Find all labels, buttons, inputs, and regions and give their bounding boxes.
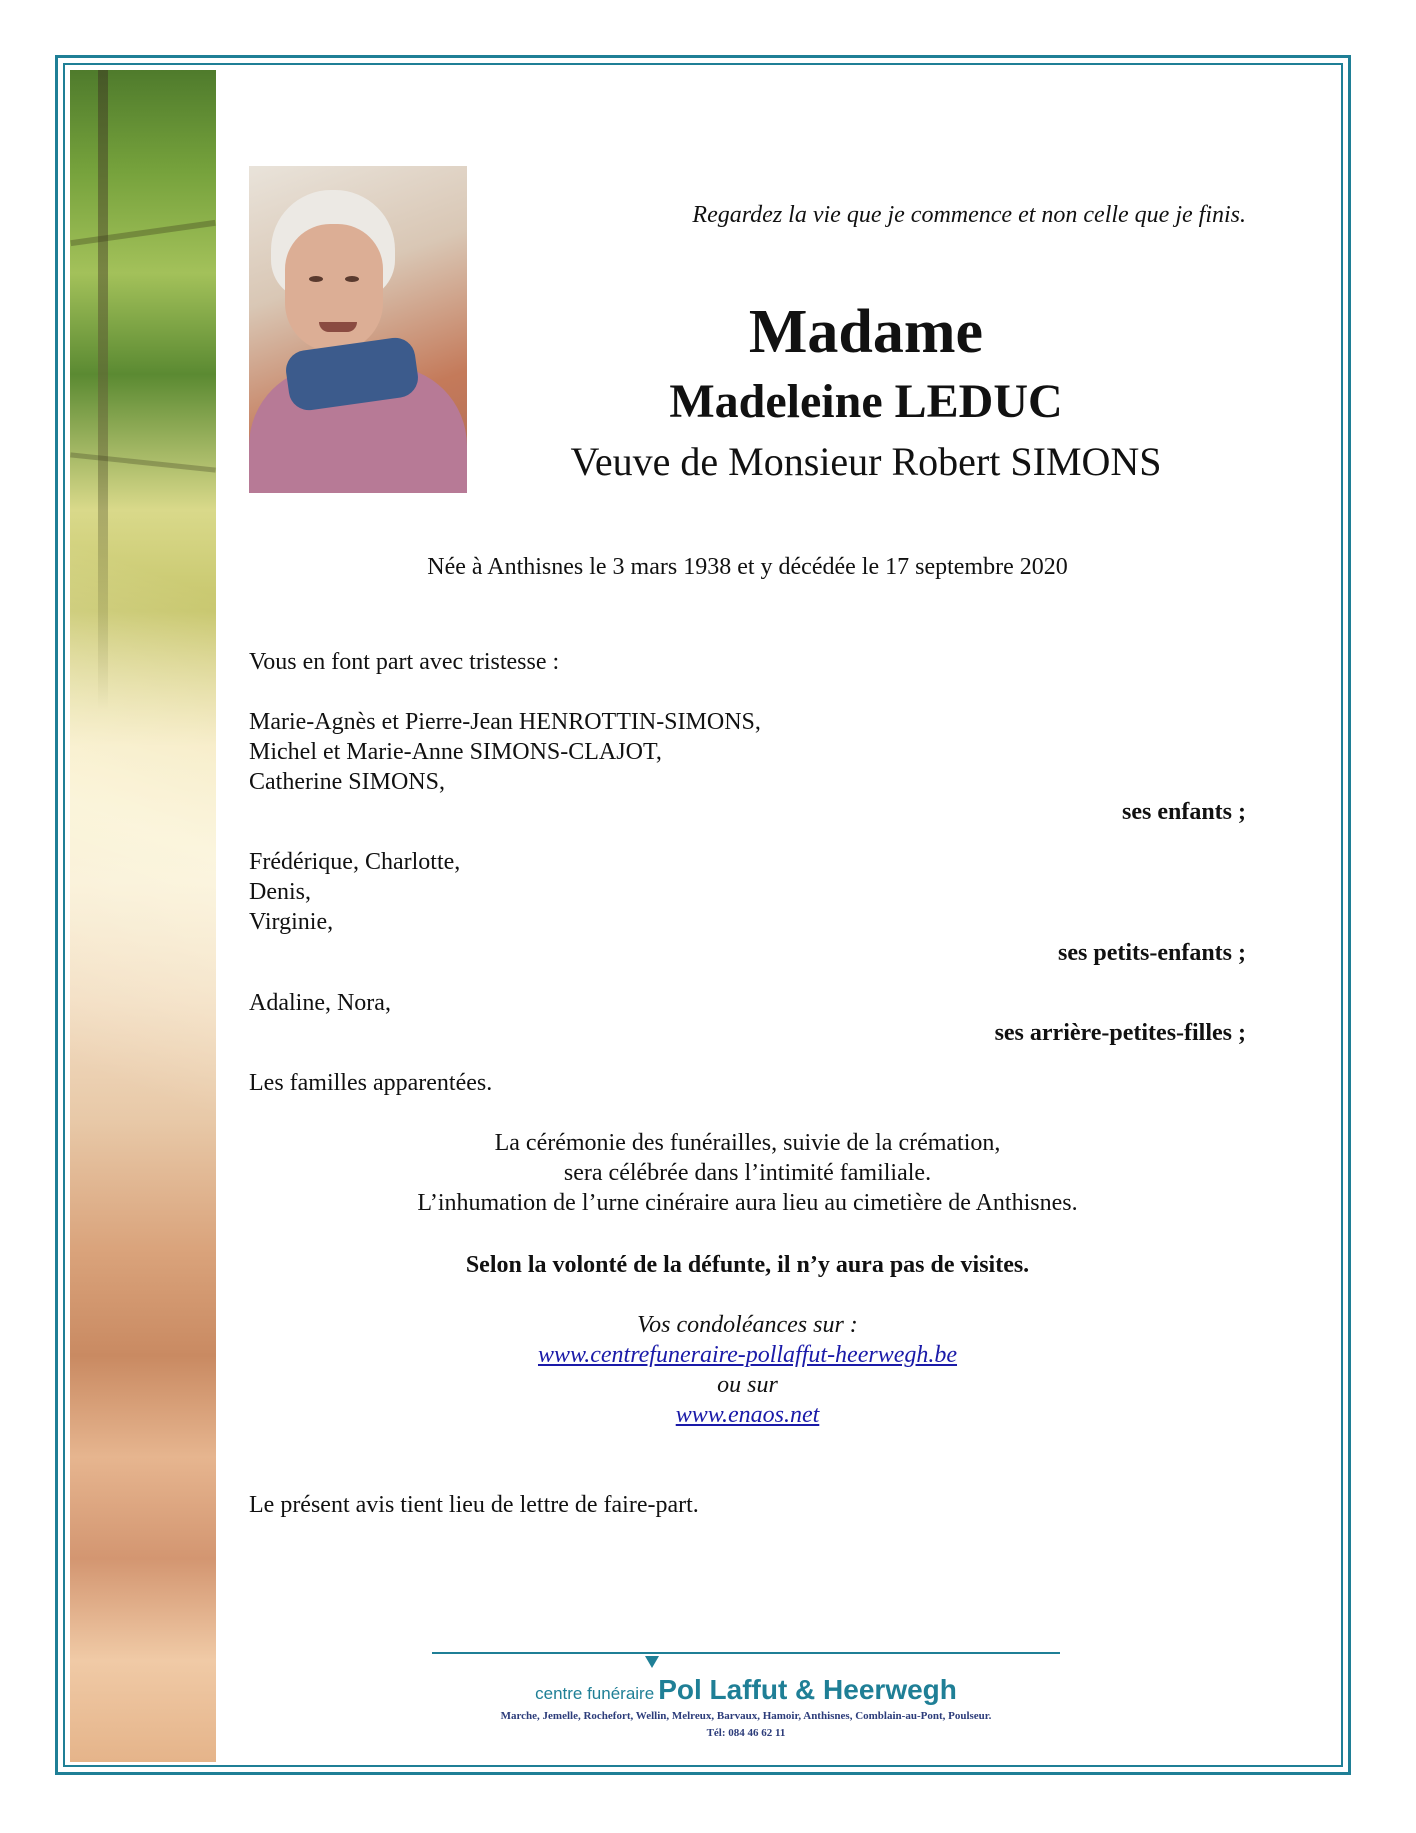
condolences-block [249, 1310, 1246, 1430]
funeral-home-logo [432, 1674, 1060, 1706]
children-name-3: Catherine SIMONS, [249, 769, 445, 795]
children-name-2: Michel et Marie-Anne SIMONS-CLAJOT, [249, 739, 662, 765]
forest-path-photo [70, 70, 216, 1762]
ceremony-block [249, 1128, 1246, 1218]
tree-trunk [98, 70, 108, 710]
condolences-or: ou sur [717, 1372, 778, 1398]
portrait-eye [345, 276, 359, 282]
honorific-title: Madame [748, 298, 984, 366]
grandchildren-label: ses petits-enfants ; [1058, 940, 1246, 966]
ceremony-line-1: La cérémonie des funérailles, suivie de la crémation, [494, 1130, 1001, 1156]
epigraph-quote: Regardez la vie que je commence et non celle que je finis. [692, 202, 1246, 228]
logo-brand: Pol Laffut & Heerwegh [658, 1674, 957, 1705]
no-visits-notice: Selon la volonté de la défunte, il n’y aura pas de visites. [465, 1252, 1030, 1278]
announcement-intro: Vous en font part avec tristesse : [249, 649, 560, 675]
children-label: ses enfants ; [1122, 799, 1246, 825]
condolences-intro: Vos condoléances sur : [637, 1312, 858, 1338]
grandchildren-name-3: Virginie, [249, 909, 334, 935]
grandchildren-name-2: Denis, [249, 879, 311, 905]
birth-death-line: Née à Anthisnes le 3 mars 1938 et y décédée le 17 septembre 2020 [427, 554, 1068, 580]
sun-rays [70, 70, 216, 1762]
portrait-face [285, 224, 383, 352]
grandchildren-name-1: Frédérique, Charlotte, [249, 849, 461, 875]
deceased-name: Madeleine LEDUC [669, 375, 1063, 428]
portrait-mouth [319, 322, 357, 332]
ceremony-line-3: L’inhumation de l’urne cinéraire aura lieu au cimetière de Anthisnes. [417, 1190, 1078, 1216]
families-line: Les familles apparentées. [249, 1070, 493, 1096]
triangle-logo-icon [645, 1656, 659, 1668]
condolences-link-enaos[interactable]: www.enaos.net [675, 1402, 820, 1428]
footer-cities: Marche, Jemelle, Rochefort, Wellin, Melreux, Barvaux, Hamoir, Anthisnes, Comblain-au-Pont, Poulseur. [500, 1710, 992, 1722]
great-grandchildren-label: ses arrière-petites-filles ; [994, 1020, 1246, 1046]
faire-part-notice: Le présent avis tient lieu de lettre de faire-part. [249, 1492, 699, 1518]
portrait-eye [309, 276, 323, 282]
condolences-link-funeral-home[interactable]: www.centrefuneraire-pollaffut-heerwegh.be [537, 1342, 958, 1368]
widow-of-line: Veuve de Monsieur Robert SIMONS [570, 439, 1162, 484]
footer-rule [432, 1652, 1060, 1654]
children-name-1: Marie-Agnès et Pierre-Jean HENROTTIN-SIMONS, [249, 709, 761, 735]
footer-telephone: Tél: 084 46 62 11 [706, 1727, 786, 1739]
ceremony-line-2: sera célébrée dans l’intimité familiale. [563, 1160, 932, 1186]
logo-prefix: centre funéraire [535, 1684, 655, 1703]
great-grandchildren-name-1: Adaline, Nora, [249, 990, 391, 1016]
